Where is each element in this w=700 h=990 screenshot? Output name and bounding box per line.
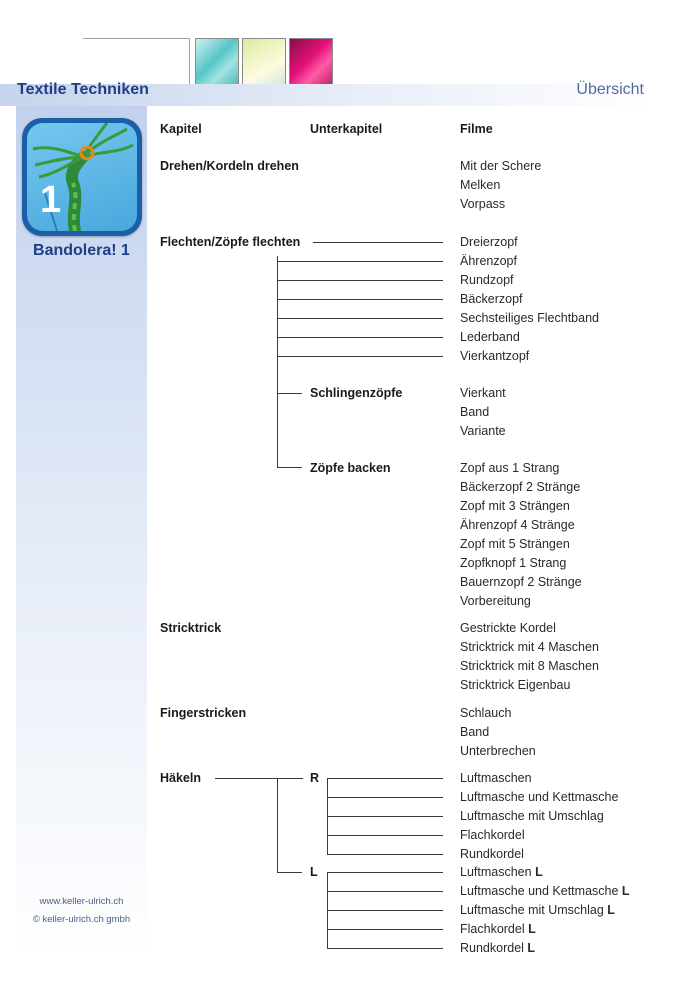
tree-connector — [277, 261, 443, 262]
left-hand-marker: L — [527, 941, 536, 955]
tree-connector — [327, 854, 443, 855]
chapter-flechten: Flechten/Zöpfe flechten — [160, 235, 301, 249]
column-header-kapitel: Kapitel — [160, 122, 202, 136]
film-item[interactable]: Bäckerzopf 2 Stränge — [460, 480, 581, 494]
film-item[interactable]: Flachkordel L — [460, 922, 536, 936]
film-item[interactable]: Unterbrechen — [460, 744, 536, 758]
tree-connector — [327, 910, 443, 911]
subchapter-schlingenzoepfe: Schlingenzöpfe — [310, 386, 403, 400]
tree-connector — [277, 337, 443, 338]
film-item[interactable]: Luftmasche und Kettmasche L — [460, 884, 630, 898]
film-item[interactable]: Melken — [460, 178, 501, 192]
tree-connector — [327, 835, 443, 836]
film-item[interactable]: Rundkordel L — [460, 941, 536, 955]
film-item[interactable]: Vierkant — [460, 386, 506, 400]
film-item[interactable]: Stricktrick mit 8 Maschen — [460, 659, 599, 673]
film-item[interactable]: Mit der Schere — [460, 159, 542, 173]
tree-connector — [327, 797, 443, 798]
film-item[interactable]: Ährenzopf — [460, 254, 517, 268]
film-item[interactable]: Zopf mit 3 Strängen — [460, 499, 570, 513]
film-item[interactable]: Zopf mit 5 Strängen — [460, 537, 570, 551]
film-item[interactable]: Zopfknopf 1 Strang — [460, 556, 567, 570]
film-item[interactable]: Band — [460, 405, 490, 419]
tree-connector — [327, 872, 443, 873]
copyright-text: © keller-ulrich.ch gmbh — [32, 914, 131, 925]
film-item[interactable]: Variante — [460, 424, 506, 438]
film-item[interactable]: Stricktrick Eigenbau — [460, 678, 571, 692]
chapter-fingerstricken: Fingerstricken — [160, 706, 247, 720]
unit-title: Bandolera! 1 — [33, 242, 130, 259]
film-item[interactable]: Vorpass — [460, 197, 506, 211]
tree-connector — [277, 256, 278, 467]
tree-connector — [327, 778, 443, 779]
page-title: Textile Techniken — [17, 81, 149, 98]
left-hand-marker: L — [535, 865, 543, 879]
tree-connector — [277, 280, 443, 281]
film-item[interactable]: Luftmasche mit Umschlag — [460, 809, 604, 823]
film-item[interactable]: Luftmaschen L — [460, 865, 543, 879]
film-item[interactable]: Vorbereitung — [460, 594, 531, 608]
tree-connector — [327, 816, 443, 817]
section-label: Übersicht — [576, 81, 644, 98]
film-item[interactable]: Gestrickte Kordel — [460, 621, 556, 635]
chapter-haekeln: Häkeln — [160, 771, 201, 785]
film-item[interactable]: Vierkantzopf — [460, 349, 530, 363]
subchapter-l: L — [310, 865, 318, 879]
tree-connector — [277, 778, 278, 872]
film-item[interactable]: Bauernzopf 2 Stränge — [460, 575, 582, 589]
film-item[interactable]: Rundzopf — [460, 273, 514, 287]
film-item[interactable]: Lederband — [460, 330, 520, 344]
film-item[interactable]: Schlauch — [460, 706, 512, 720]
tree-connector — [215, 778, 303, 779]
tree-connector — [277, 318, 443, 319]
unit-icon — [22, 118, 142, 236]
chapter-stricktrick: Stricktrick — [160, 621, 222, 635]
film-item[interactable]: Luftmaschen — [460, 771, 532, 785]
tree-connector — [313, 242, 443, 243]
subchapter-zoepfe-backen: Zöpfe backen — [310, 461, 391, 475]
unit-number: 1 — [40, 179, 62, 221]
film-item[interactable]: Ährenzopf 4 Stränge — [460, 518, 575, 532]
tree-connector — [277, 467, 302, 468]
tree-connector — [327, 929, 443, 930]
left-hand-marker: L — [607, 903, 615, 917]
tree-connector — [277, 356, 443, 357]
tree-connector — [327, 891, 443, 892]
film-item[interactable]: Rundkordel — [460, 847, 524, 861]
film-item[interactable]: Sechsteiliges Flechtband — [460, 311, 599, 325]
film-item[interactable]: Band — [460, 725, 490, 739]
film-item[interactable]: Stricktrick mit 4 Maschen — [460, 640, 599, 654]
film-item[interactable]: Luftmasche mit Umschlag L — [460, 903, 615, 917]
left-hand-marker: L — [528, 922, 536, 936]
tree-connector — [327, 948, 443, 949]
tree-connector — [277, 872, 302, 873]
website-link[interactable]: www.keller-ulrich.ch — [39, 896, 124, 907]
film-item[interactable]: Dreierzopf — [460, 235, 518, 249]
left-hand-marker: L — [621, 884, 630, 898]
column-header-filme: Filme — [460, 122, 493, 136]
subchapter-r: R — [310, 771, 320, 785]
film-item[interactable]: Bäckerzopf — [460, 292, 523, 306]
tree-connector — [277, 393, 302, 394]
film-item[interactable]: Luftmasche und Kettmasche — [460, 790, 619, 804]
film-item[interactable]: Flachkordel — [460, 828, 525, 842]
chapter-drehen: Drehen/Kordeln drehen — [160, 159, 299, 173]
tree-connector — [277, 299, 443, 300]
film-item[interactable]: Zopf aus 1 Strang — [460, 461, 560, 475]
column-header-unterkapitel: Unterkapitel — [310, 122, 383, 136]
